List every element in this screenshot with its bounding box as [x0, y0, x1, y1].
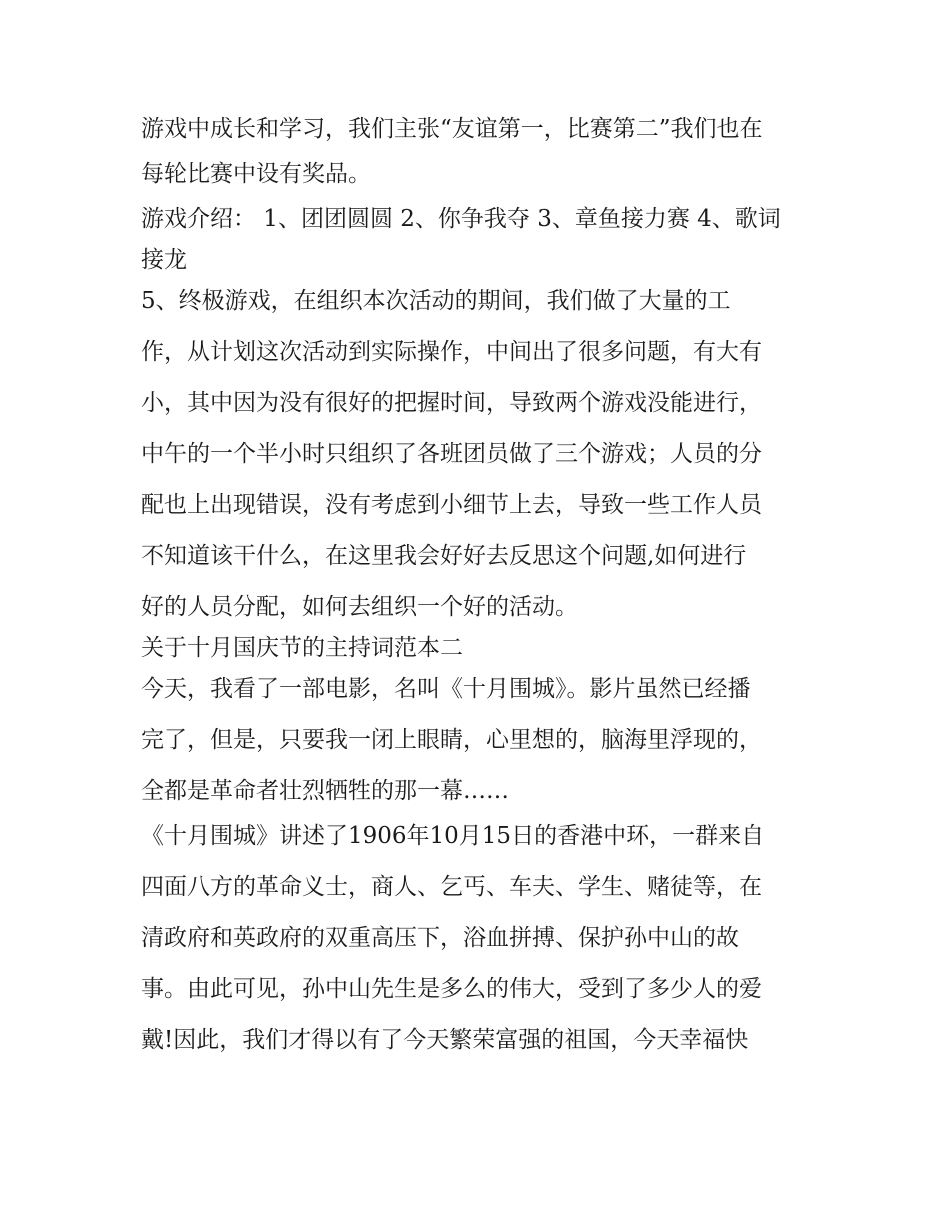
text-line: 不知道该干什么，在这里我会好好去反思这个问题,如何进行	[141, 543, 747, 569]
text-line: 今天，我看了一部电影，名叫《十月围城》。影片虽然已经播	[141, 676, 751, 702]
text-line: 每轮比赛中设有奖品。	[141, 161, 371, 187]
text-line: 游戏中成长和学习，我们主张“友谊第一，比赛第二”我们也在	[141, 116, 763, 142]
text-line: 完了，但是，只要我一闭上眼睛，心里想的，脑海里浮现的，	[141, 727, 762, 753]
text-line: 游戏介绍： 1、团团圆圆 2、你争我夺 3、章鱼接力赛 4、歌词	[141, 206, 781, 232]
text-line: 接龙	[141, 247, 187, 273]
text-line: 四面八方的革命义士，商人、乞丐、车夫、学生、赌徒等，在	[141, 874, 762, 900]
text-line: 小，其中因为没有很好的把握时间，导致两个游戏没能进行，	[141, 390, 762, 416]
text-line: 《十月围城》讲述了1906年10月15日的香港中环，一群来自	[141, 823, 765, 849]
text-line: 配也上出现错误，没有考虑到小细节上去，导致一些工作人员	[141, 492, 762, 518]
document-body	[141, 110, 821, 1060]
text-line: 5、终极游戏，在组织本次活动的期间，我们做了大量的工	[141, 288, 731, 314]
text-line: 戴!因此，我们才得以有了今天繁荣富强的祖国，今天幸福快	[141, 1027, 749, 1053]
text-line: 中午的一个半小时只组织了各班团员做了三个游戏；人员的分	[141, 441, 762, 467]
section-heading: 关于十月国庆节的主持词范本二	[141, 635, 463, 661]
text-line: 全都是革命者壮烈牺牲的那一幕……	[141, 778, 509, 804]
text-line: 清政府和英政府的双重高压下，浴血拼搏、保护孙中山的故	[141, 925, 739, 951]
text-line: 作，从计划这次活动到实际操作，中间出了很多问题，有大有	[141, 339, 762, 365]
text-line: 好的人员分配，如何去组织一个好的活动。	[141, 594, 578, 620]
text-line: 事。由此可见，孙中山先生是多么的伟大，受到了多少人的爱	[141, 976, 762, 1002]
